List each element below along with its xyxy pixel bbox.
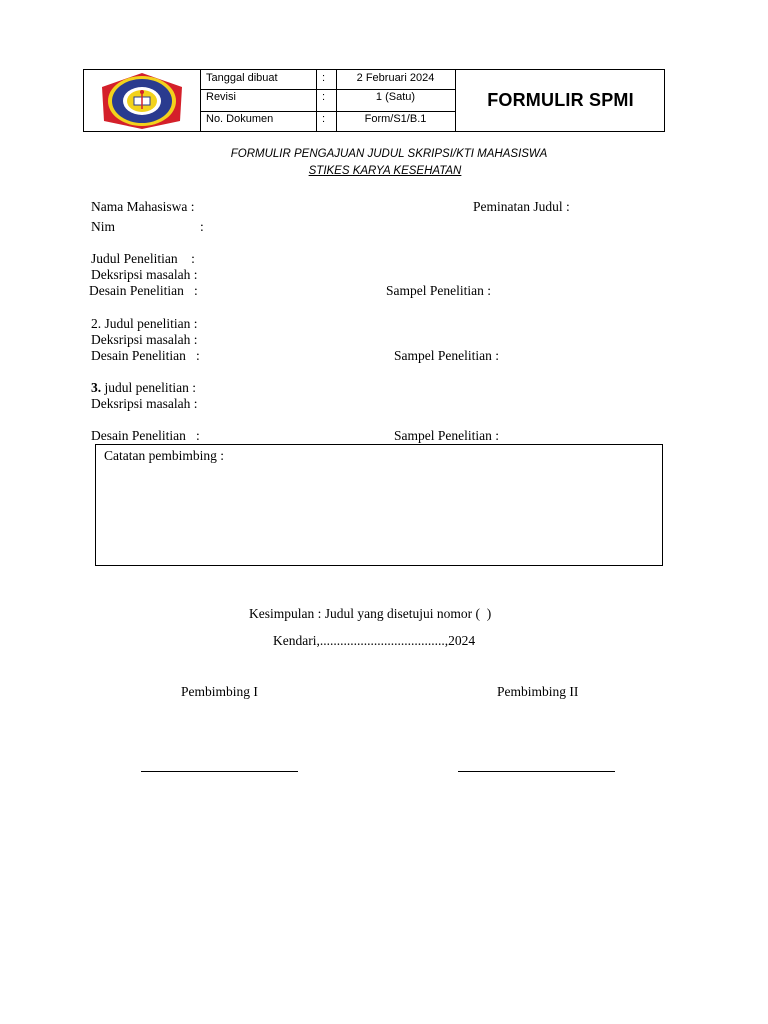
revisi-label: Revisi: [206, 91, 236, 103]
nim-label: Nim: [91, 219, 116, 234]
revisi-value: 1 (Satu): [375, 91, 416, 103]
deskripsi-2-label: Deksripsi masalah :: [91, 332, 198, 347]
revisi-sep: :: [322, 91, 326, 103]
doc-subtitle: STIKES KARYA KESEHATAN: [308, 165, 462, 177]
desain-3-label: Desain Penelitian :: [91, 428, 200, 443]
header-divider: [316, 70, 317, 131]
judul-3-number: 3.: [91, 380, 102, 395]
peminatan-label: Peminatan Judul :: [473, 199, 570, 214]
catatan-label: Catatan pembimbing :: [104, 448, 224, 463]
signature-line-2: [458, 771, 615, 772]
catatan-box: [95, 444, 663, 566]
header-row-divider: [200, 89, 455, 90]
pembimbing-2-label: Pembimbing II: [497, 684, 579, 699]
sampel-3-label: Sampel Penelitian :: [394, 428, 499, 443]
signature-line-1: [141, 771, 298, 772]
deskripsi-3-label: Deksripsi masalah :: [91, 396, 198, 411]
kesimpulan-text: Kesimpulan : Judul yang disetujui nomor ( ): [249, 606, 492, 621]
deskripsi-1-label: Deksripsi masalah :: [91, 267, 198, 282]
header-divider: [200, 70, 201, 131]
nodoc-sep: :: [322, 113, 326, 125]
form-title: FORMULIR SPMI: [487, 90, 634, 110]
kendari-date: Kendari,.....................................,2024: [273, 633, 476, 648]
nodoc-label: No. Dokumen: [206, 113, 274, 125]
sampel-2-label: Sampel Penelitian :: [394, 348, 499, 363]
judul-1-label: Judul Penelitian :: [91, 251, 195, 266]
pembimbing-1-label: Pembimbing I: [181, 684, 258, 699]
tanggal-label: Tanggal dibuat: [206, 72, 278, 84]
nama-label: Nama Mahasiswa :: [91, 199, 195, 214]
judul-3-label: [91, 380, 196, 396]
institution-logo: [98, 71, 186, 131]
judul-3-text: judul penelitian :: [101, 380, 196, 395]
nim-colon: :: [200, 219, 204, 234]
sampel-1-label: Sampel Penelitian :: [386, 283, 491, 298]
header-table: [83, 69, 665, 132]
desain-1-label: Desain Penelitian :: [89, 283, 198, 298]
judul-2-label: 2. Judul penelitian :: [91, 316, 198, 331]
doc-title: FORMULIR PENGAJUAN JUDUL SKRIPSI/KTI MAHASISWA: [230, 148, 548, 160]
tanggal-value: 2 Februari 2024: [356, 72, 435, 84]
tanggal-sep: :: [322, 72, 326, 84]
nodoc-value: Form/S1/B.1: [364, 113, 427, 125]
desain-2-label: Desain Penelitian :: [91, 348, 200, 363]
header-row-divider: [200, 111, 455, 112]
